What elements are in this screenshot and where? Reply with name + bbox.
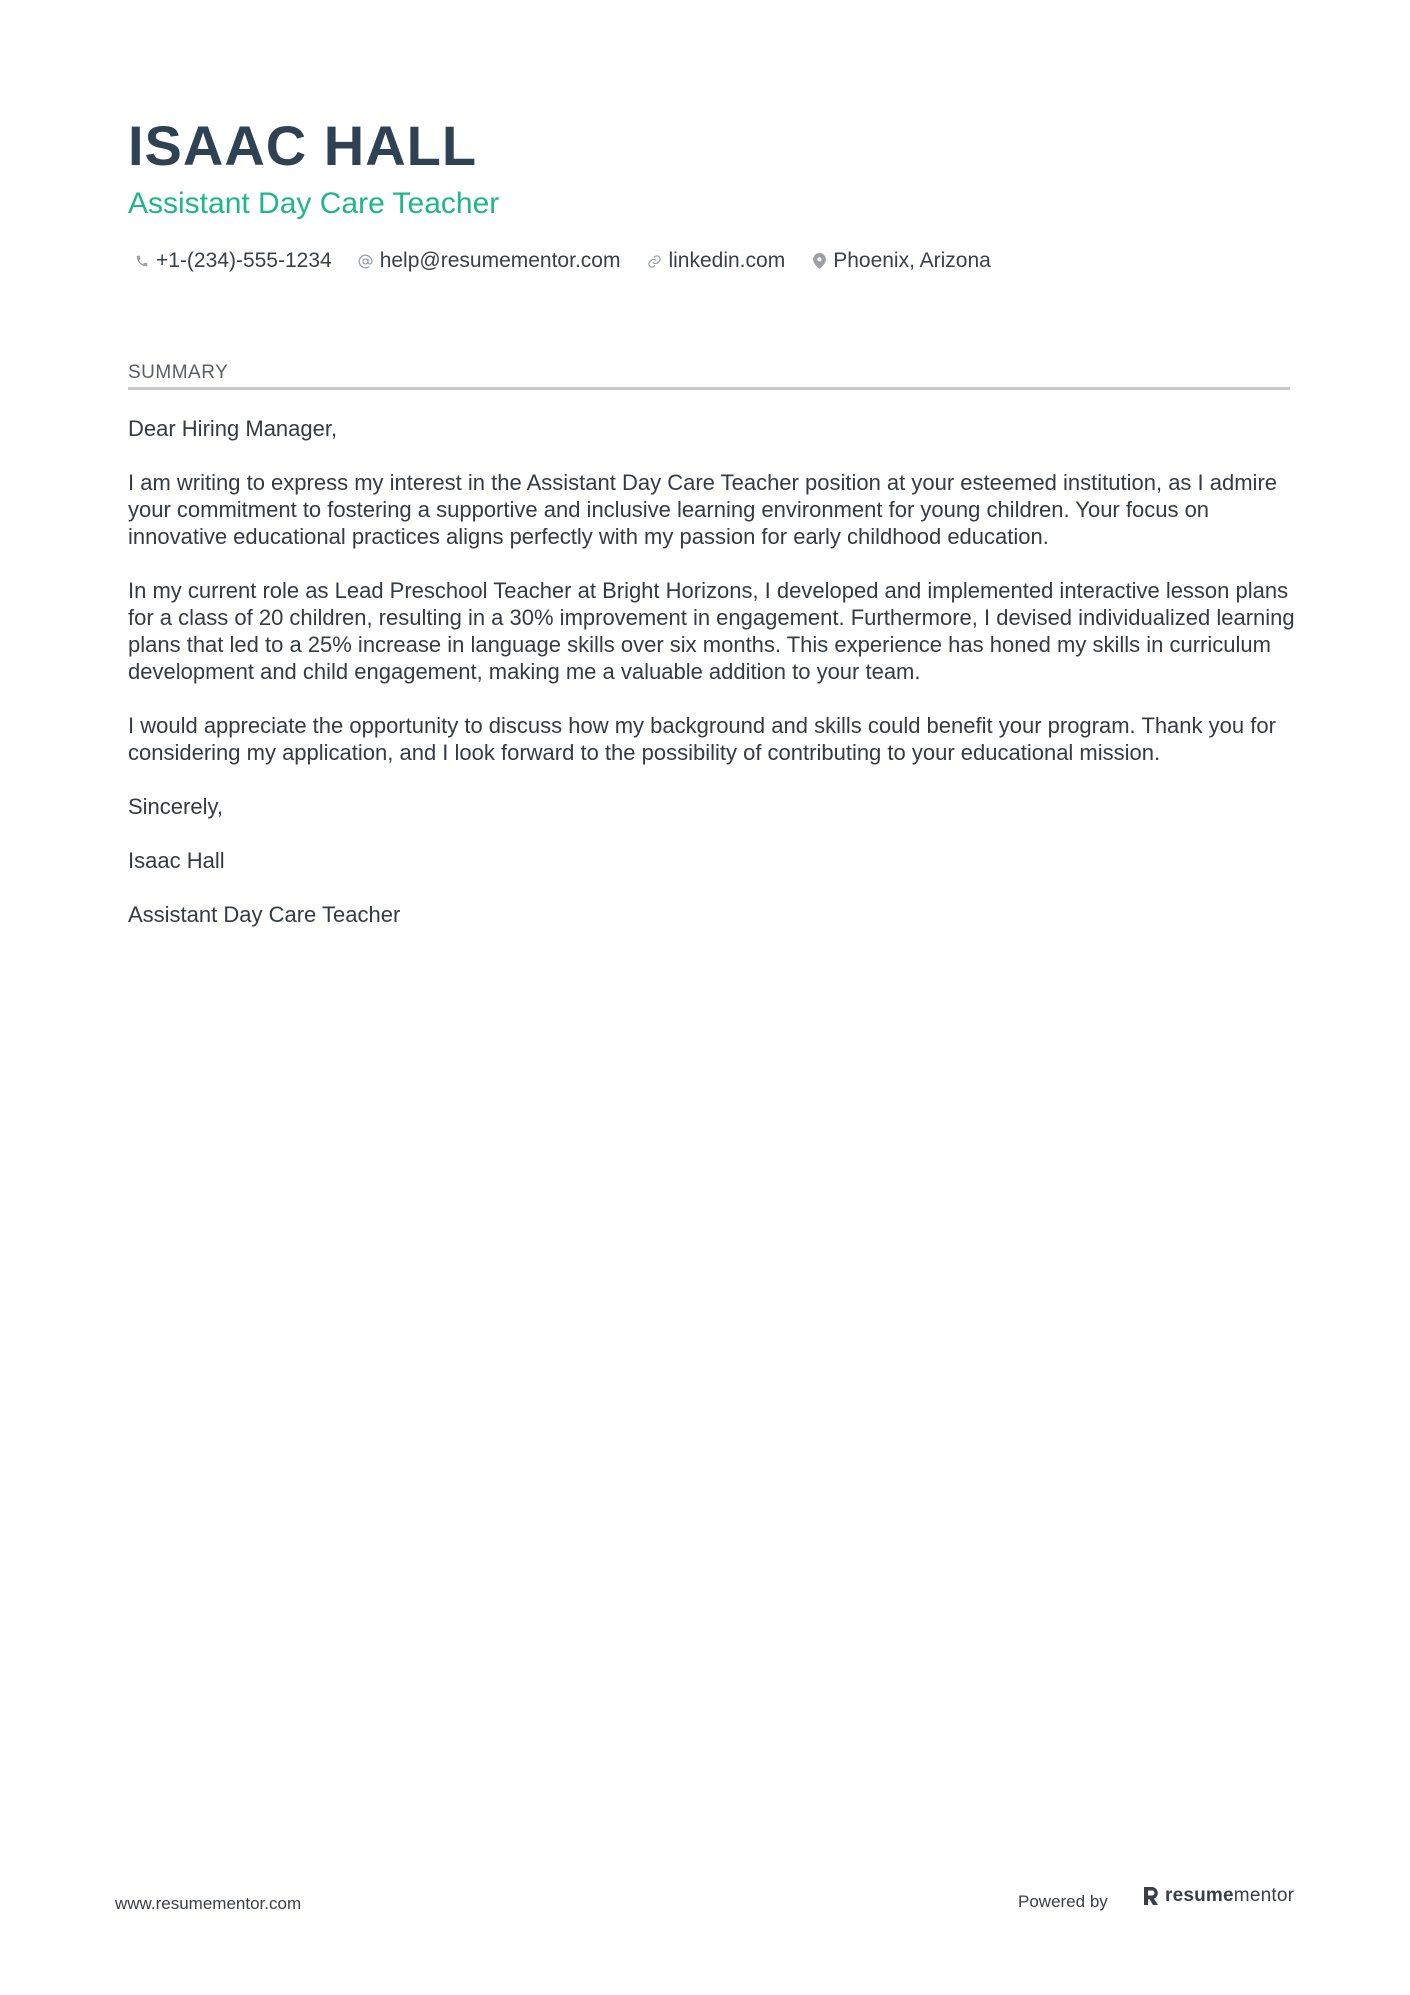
letter-body: [128, 415, 1298, 955]
at-sign-icon: [358, 253, 374, 269]
contact-phone: [134, 249, 332, 273]
section-divider: [128, 387, 1290, 390]
brand-bold-text: resume: [1165, 1885, 1234, 1906]
candidate-name: ISAAC HALL: [128, 114, 478, 177]
candidate-title: Assistant Day Care Teacher: [128, 187, 500, 220]
salutation: Dear Hiring Manager,: [128, 416, 338, 441]
contact-location: [811, 249, 991, 273]
contact-linkedin-text: linkedin.com: [668, 249, 786, 272]
resumementor-logo: [1142, 1885, 1294, 1907]
footer-website: www.resumementor.com: [115, 1894, 302, 1913]
signature-name: Isaac Hall: [128, 848, 225, 873]
contact-bar: [134, 244, 1017, 278]
contact-email: [358, 249, 621, 273]
summary-heading: SUMMARY: [128, 362, 229, 383]
resumementor-logo-icon: [1142, 1885, 1160, 1907]
powered-by-label: Powered by: [1018, 1892, 1108, 1911]
link-icon: [646, 253, 662, 269]
contact-linkedin: [646, 249, 785, 273]
signature-title: Assistant Day Care Teacher: [128, 902, 401, 927]
contact-email-text: help@resumementor.com: [379, 249, 621, 272]
contact-phone-text: +1-(234)-555-1234: [156, 249, 332, 272]
contact-location-text: Phoenix, Arizona: [833, 249, 991, 272]
brand-light-text: mentor: [1233, 1885, 1295, 1906]
letter-paragraph: I would appreciate the opportunity to discuss how my background and skills could benefit your program. Thank you for considering my application, and I look forward to the possibility of contributing to your educational mission.: [128, 713, 1276, 765]
letter-paragraph: I am writing to express my interest in the Assistant Day Care Teacher position at your esteemed institution, as I admire your commitment to fostering a supportive and inclusive learning environment for young children. Your focus on innovative educational practices aligns perfectly with my passion for early childhood education.: [128, 470, 1278, 549]
location-pin-icon: [811, 253, 827, 269]
phone-icon: [134, 253, 150, 269]
letter-paragraph: In my current role as Lead Preschool Teacher at Bright Horizons, I developed and implemented interactive lesson plans for a class of 20 children, resulting in a 30% improvement in engagement. Furthermore, I devised individualized learning plans that led to a 25% increase in language skills over six months. This experience has honed my skills in curriculum development and child engagement, making me a valuable addition to your team.: [128, 578, 1295, 684]
closing: Sincerely,: [128, 794, 223, 819]
